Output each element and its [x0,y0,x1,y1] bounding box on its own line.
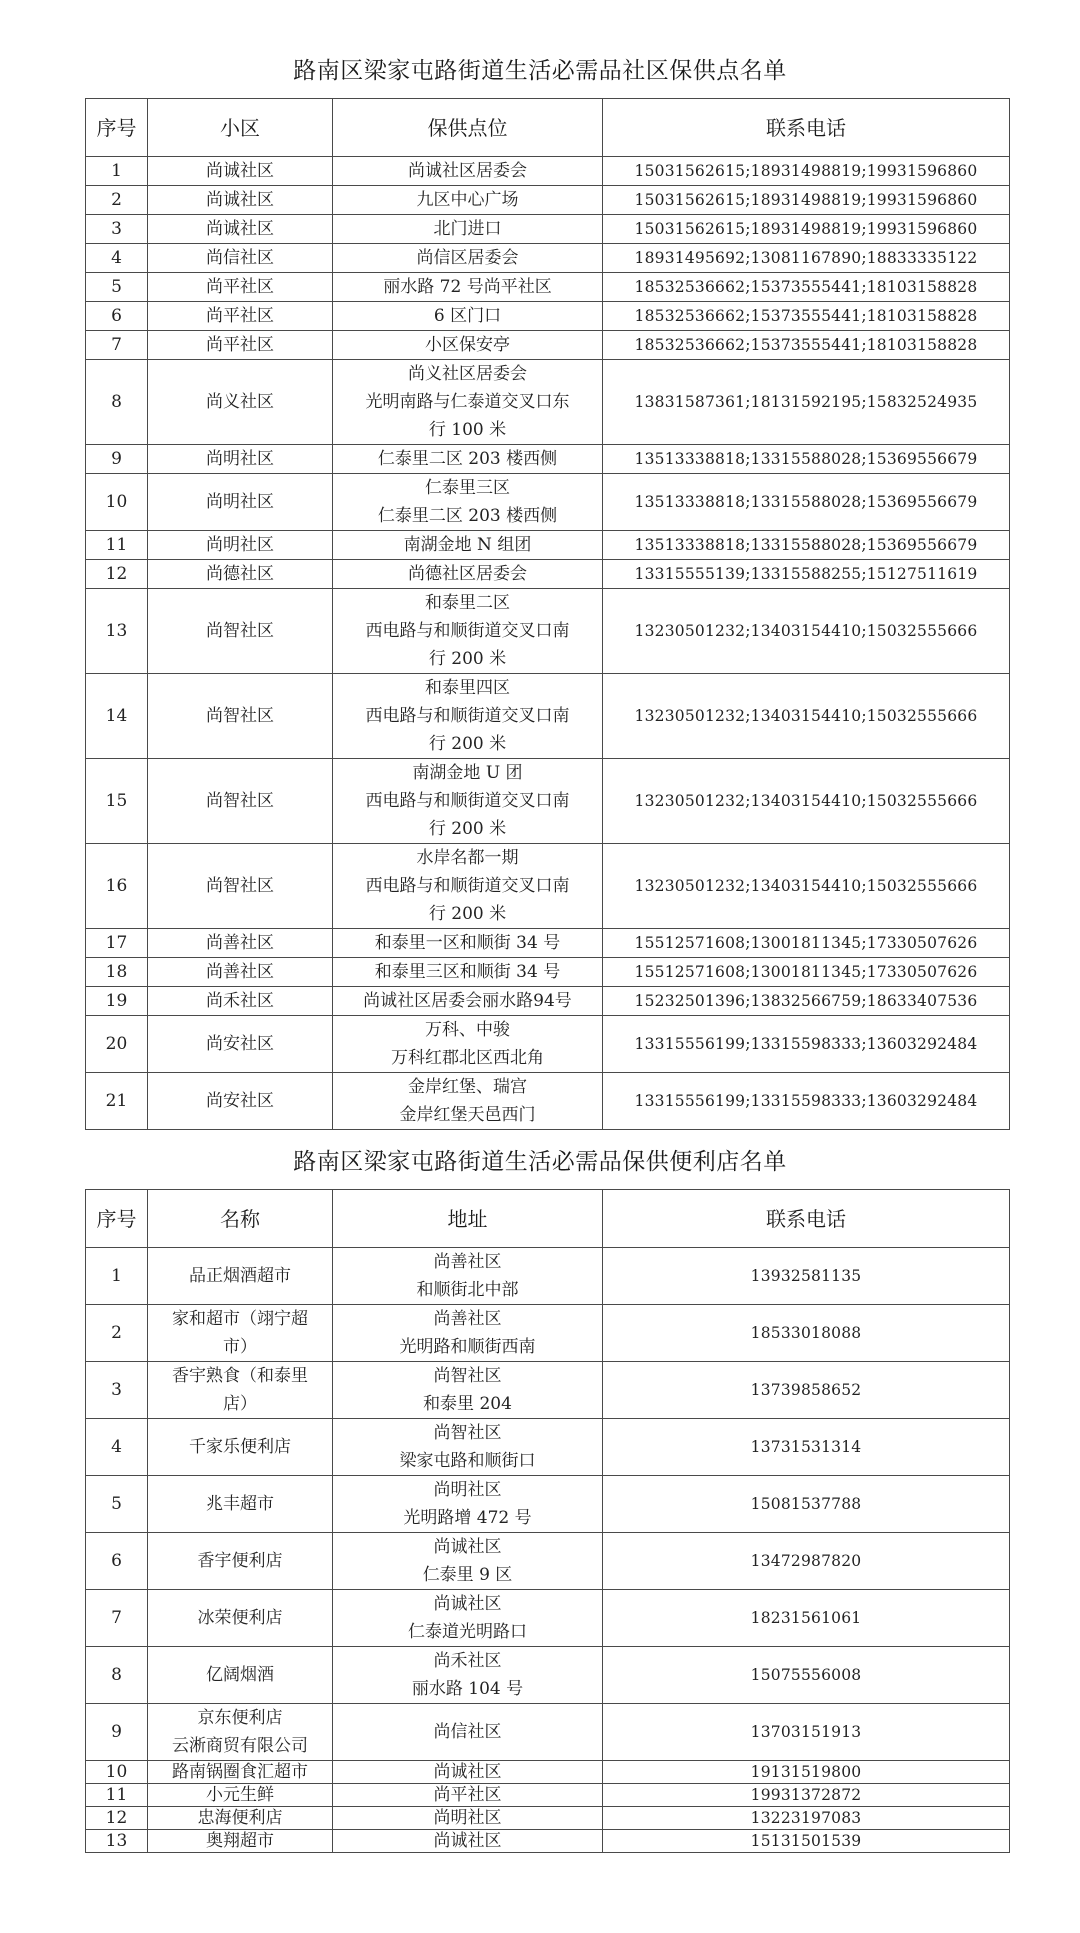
stores-title: 路南区梁家屯路街道生活必需品保供便利店名单 [293,1149,787,1175]
table-row [86,273,1010,302]
community-name: 尚善社区 [148,958,333,987]
store-address-line: 和泰里 204 [423,1394,512,1414]
header-index: 序号 [86,99,148,157]
contact-phone: 13230501232;13403154410;15032555666 [603,759,1010,844]
store-name [148,1807,333,1830]
store-name-line: 香宇熟食（和泰里 [172,1366,308,1386]
supply-location-line: 西电路与和顺街道交叉口南 [365,791,570,811]
supply-location-line: 6 区门口 [433,306,502,326]
contact-phone: 15031562615;18931498819;19931596860 [603,215,1010,244]
community-name: 尚平社区 [148,302,333,331]
store-name-line: 品正烟酒超市 [189,1266,291,1286]
supply-location-line: 仁泰里三区 [425,478,510,498]
row-index: 16 [86,844,148,929]
supply-location-line: 尚义社区居委会 [408,364,527,384]
store-name-line: 店） [223,1394,257,1414]
store-name-line: 冰荣便利店 [197,1608,283,1628]
table-row [86,215,1010,244]
supply-location [333,560,603,589]
table-row [86,1305,1010,1362]
store-address-line: 尚明社区 [433,1480,502,1500]
supply-location [333,929,603,958]
row-index: 7 [86,1590,148,1647]
row-index: 21 [86,1073,148,1130]
stores-table [85,1189,1010,1853]
contact-phone: 13703151913 [603,1704,1010,1761]
store-name [148,1305,333,1362]
store-address-line: 尚诚社区 [433,1594,502,1614]
community-name: 尚智社区 [148,759,333,844]
community-name: 尚安社区 [148,1073,333,1130]
row-index: 10 [86,1761,148,1784]
points-header-row [86,99,1010,157]
store-name [148,1830,333,1853]
row-index: 8 [86,360,148,445]
row-index: 8 [86,1647,148,1704]
store-name-line: 忠海便利店 [197,1808,283,1828]
row-index: 14 [86,674,148,759]
store-address [333,1590,603,1647]
supply-location-line: 尚诚社区居委会 [408,161,527,181]
supply-location-line: 万科红郡北区西北角 [391,1048,544,1068]
store-address-line: 尚平社区 [433,1785,502,1805]
supply-location-line: 行 200 米 [428,734,507,754]
contact-phone: 18533018088 [603,1305,1010,1362]
community-name: 尚诚社区 [148,186,333,215]
contact-phone: 13315555139;13315588255;15127511619 [603,560,1010,589]
table-row [86,1830,1010,1853]
contact-phone: 18532536662;15373555441;18103158828 [603,302,1010,331]
contact-phone: 13223197083 [603,1807,1010,1830]
supply-location [333,844,603,929]
store-address-line: 尚诚社区 [433,1537,502,1557]
table-row [86,531,1010,560]
contact-phone: 15031562615;18931498819;19931596860 [603,157,1010,186]
supply-location-line: 水岸名都一期 [416,848,519,868]
contact-phone: 13230501232;13403154410;15032555666 [603,589,1010,674]
header-location: 保供点位 [333,99,603,157]
community-name: 尚平社区 [148,273,333,302]
store-name [148,1761,333,1784]
community-name: 尚诚社区 [148,215,333,244]
community-name: 尚智社区 [148,844,333,929]
row-index: 13 [86,1830,148,1853]
contact-phone: 13739858652 [603,1362,1010,1419]
contact-phone: 13230501232;13403154410;15032555666 [603,674,1010,759]
supply-location-line: 和泰里二区 [425,593,510,613]
row-index: 19 [86,987,148,1016]
community-name: 尚平社区 [148,331,333,360]
store-address [333,1647,603,1704]
table-row [86,1016,1010,1073]
table-row [86,1647,1010,1704]
row-index: 3 [86,215,148,244]
supply-location [333,302,603,331]
table-row [86,302,1010,331]
store-address-line: 尚善社区 [433,1309,502,1329]
table-row [86,360,1010,445]
table-row [86,331,1010,360]
supply-location [333,445,603,474]
contact-phone: 15131501539 [603,1830,1010,1853]
store-address [333,1419,603,1476]
header-phone: 联系电话 [603,99,1010,157]
table-row [86,1807,1010,1830]
community-name: 尚德社区 [148,560,333,589]
header-name: 名称 [148,1190,333,1248]
points-table [85,98,1010,1130]
store-name-line: 奥翔超市 [206,1831,274,1851]
contact-phone: 13932581135 [603,1248,1010,1305]
community-name: 尚善社区 [148,929,333,958]
community-name: 尚明社区 [148,474,333,531]
contact-phone: 15232501396;13832566759;18633407536 [603,987,1010,1016]
table-row [86,929,1010,958]
store-address [333,1704,603,1761]
community-name: 尚智社区 [148,674,333,759]
supply-location-line: 仁泰里二区 203 楼西侧 [377,506,558,526]
row-index: 1 [86,1248,148,1305]
contact-phone: 18532536662;15373555441;18103158828 [603,331,1010,360]
store-address-line: 光明路和顺街西南 [399,1337,536,1357]
store-name-line: 亿阔烟酒 [206,1665,274,1685]
store-name-line: 云淅商贸有限公司 [172,1736,308,1756]
store-name-line: 京东便利店 [197,1708,283,1728]
row-index: 9 [86,1704,148,1761]
contact-phone: 15031562615;18931498819;19931596860 [603,186,1010,215]
store-name [148,1590,333,1647]
supply-location-line: 尚诚社区居委会丽水路94号 [363,991,572,1011]
contact-phone: 15075556008 [603,1647,1010,1704]
stores-header-row [86,1190,1010,1248]
table-row [86,844,1010,929]
supply-location-line: 行 200 米 [428,649,507,669]
supply-location-line: 金岸红堡、瑞宫 [408,1077,527,1097]
table-row [86,1704,1010,1761]
store-name [148,1533,333,1590]
supply-location-line: 北门进口 [433,219,502,239]
row-index: 12 [86,560,148,589]
row-index: 4 [86,1419,148,1476]
store-name-line: 市） [223,1337,257,1357]
store-address-line: 尚善社区 [433,1252,502,1272]
contact-phone: 13831587361;18131592195;15832524935 [603,360,1010,445]
row-index: 11 [86,1784,148,1807]
contact-phone: 13315556199;13315598333;13603292484 [603,1073,1010,1130]
store-address-line: 仁泰道光明路口 [408,1622,527,1642]
store-address [333,1305,603,1362]
community-name: 尚智社区 [148,589,333,674]
supply-location [333,360,603,445]
store-address-line: 丽水路 104 号 [411,1679,524,1699]
community-name: 尚明社区 [148,531,333,560]
contact-phone: 13472987820 [603,1533,1010,1590]
store-address-line: 光明路增 472 号 [403,1508,532,1528]
row-index: 12 [86,1807,148,1830]
supply-location-line: 九区中心广场 [416,190,519,210]
supply-location-line: 金岸红堡天邑西门 [399,1105,536,1125]
contact-phone: 13513338818;13315588028;15369556679 [603,474,1010,531]
supply-location-line: 和泰里四区 [425,678,510,698]
row-index: 18 [86,958,148,987]
store-name-line: 家和超市（翊宁超 [172,1309,308,1329]
table-row [86,1073,1010,1130]
table-row [86,1419,1010,1476]
store-address [333,1476,603,1533]
supply-location [333,273,603,302]
store-address-line: 尚智社区 [433,1366,502,1386]
table-row [86,1362,1010,1419]
row-index: 13 [86,589,148,674]
contact-phone: 13315556199;13315598333;13603292484 [603,1016,1010,1073]
contact-phone: 13731531314 [603,1419,1010,1476]
store-name-line: 小元生鲜 [206,1785,274,1805]
store-name [148,1647,333,1704]
supply-location-line: 尚信区居委会 [416,248,519,268]
table-row [86,1476,1010,1533]
table-row [86,1784,1010,1807]
table-row [86,674,1010,759]
supply-location [333,244,603,273]
header-community: 小区 [148,99,333,157]
supply-location [333,215,603,244]
table-row [86,1533,1010,1590]
community-name: 尚安社区 [148,1016,333,1073]
supply-location-line: 南湖金地 U 团 [412,763,523,783]
supply-location-line: 西电路与和顺街道交叉口南 [365,621,570,641]
table-row [86,1590,1010,1647]
table-row [86,1761,1010,1784]
row-index: 2 [86,1305,148,1362]
points-title: 路南区梁家屯路街道生活必需品社区保供点名单 [293,58,787,84]
supply-location [333,331,603,360]
community-name: 尚明社区 [148,445,333,474]
table-row [86,958,1010,987]
row-index: 20 [86,1016,148,1073]
store-address [333,1248,603,1305]
store-address-line: 尚明社区 [433,1808,502,1828]
contact-phone: 15512571608;13001811345;17330507626 [603,958,1010,987]
supply-location-line: 小区保安亭 [425,335,510,355]
row-index: 3 [86,1362,148,1419]
store-address-line: 和顺街北中部 [416,1280,519,1300]
row-index: 17 [86,929,148,958]
table-row [86,244,1010,273]
header-index: 序号 [86,1190,148,1248]
store-address-line: 尚诚社区 [433,1831,502,1851]
store-name [148,1784,333,1807]
supply-location [333,759,603,844]
supply-location [333,987,603,1016]
store-name [148,1362,333,1419]
row-index: 4 [86,244,148,273]
store-name-line: 千家乐便利店 [189,1437,291,1457]
contact-phone: 18931495692;13081167890;18833335122 [603,244,1010,273]
store-name [148,1476,333,1533]
supply-location [333,674,603,759]
supply-location-line: 西电路与和顺街道交叉口南 [365,876,570,896]
store-address [333,1784,603,1807]
store-name-line: 兆丰超市 [206,1494,274,1514]
store-address-line: 梁家屯路和顺街口 [399,1451,536,1471]
store-address [333,1362,603,1419]
store-address-line: 仁泰里 9 区 [422,1565,513,1585]
supply-location [333,186,603,215]
table-row [86,474,1010,531]
supply-location-line: 仁泰里二区 203 楼西侧 [377,449,558,469]
supply-location [333,589,603,674]
header-phone: 联系电话 [603,1190,1010,1248]
store-address-line: 尚信社区 [433,1722,502,1742]
store-address [333,1533,603,1590]
supply-location [333,1016,603,1073]
supply-location [333,958,603,987]
supply-location-line: 南湖金地 N 组团 [403,535,532,555]
row-index: 5 [86,273,148,302]
contact-phone: 13230501232;13403154410;15032555666 [603,844,1010,929]
contact-phone: 13513338818;13315588028;15369556679 [603,531,1010,560]
store-address-line: 尚智社区 [433,1423,502,1443]
supply-location [333,1073,603,1130]
store-address [333,1830,603,1853]
store-name [148,1704,333,1761]
store-name-line: 香宇便利店 [197,1551,283,1571]
contact-phone: 15081537788 [603,1476,1010,1533]
supply-location-line: 和泰里一区和顺街 34 号 [374,933,561,953]
row-index: 9 [86,445,148,474]
store-name-line: 路南锅圈食汇超市 [172,1762,308,1782]
supply-location-line: 光明南路与仁泰道交叉口东 [365,392,570,412]
table-row [86,445,1010,474]
community-name: 尚义社区 [148,360,333,445]
supply-location [333,157,603,186]
store-address-line: 尚禾社区 [433,1651,502,1671]
contact-phone: 15512571608;13001811345;17330507626 [603,929,1010,958]
table-row [86,157,1010,186]
row-index: 6 [86,302,148,331]
row-index: 11 [86,531,148,560]
row-index: 15 [86,759,148,844]
contact-phone: 18231561061 [603,1590,1010,1647]
row-index: 6 [86,1533,148,1590]
supply-location-line: 尚德社区居委会 [408,564,527,584]
supply-location-line: 和泰里三区和顺街 34 号 [374,962,561,982]
supply-location [333,531,603,560]
contact-phone: 19931372872 [603,1784,1010,1807]
supply-location-line: 丽水路 72 号尚平社区 [383,277,552,297]
contact-phone: 13513338818;13315588028;15369556679 [603,445,1010,474]
contact-phone: 19131519800 [603,1761,1010,1784]
supply-location-line: 行 200 米 [428,904,507,924]
community-name: 尚诚社区 [148,157,333,186]
store-name [148,1419,333,1476]
row-index: 10 [86,474,148,531]
row-index: 7 [86,331,148,360]
row-index: 1 [86,157,148,186]
supply-location-line: 西电路与和顺街道交叉口南 [365,706,570,726]
supply-location-line: 万科、中骏 [425,1020,510,1040]
store-address-line: 尚诚社区 [433,1762,502,1782]
store-address [333,1761,603,1784]
supply-location-line: 行 100 米 [428,420,507,440]
table-row [86,560,1010,589]
supply-location-line: 行 200 米 [428,819,507,839]
row-index: 2 [86,186,148,215]
row-index: 5 [86,1476,148,1533]
header-address: 地址 [333,1190,603,1248]
supply-location [333,474,603,531]
community-name: 尚信社区 [148,244,333,273]
contact-phone: 18532536662;15373555441;18103158828 [603,273,1010,302]
table-row [86,759,1010,844]
table-row [86,987,1010,1016]
table-row [86,1248,1010,1305]
table-row [86,589,1010,674]
store-address [333,1807,603,1830]
community-name: 尚禾社区 [148,987,333,1016]
table-row [86,186,1010,215]
store-name [148,1248,333,1305]
